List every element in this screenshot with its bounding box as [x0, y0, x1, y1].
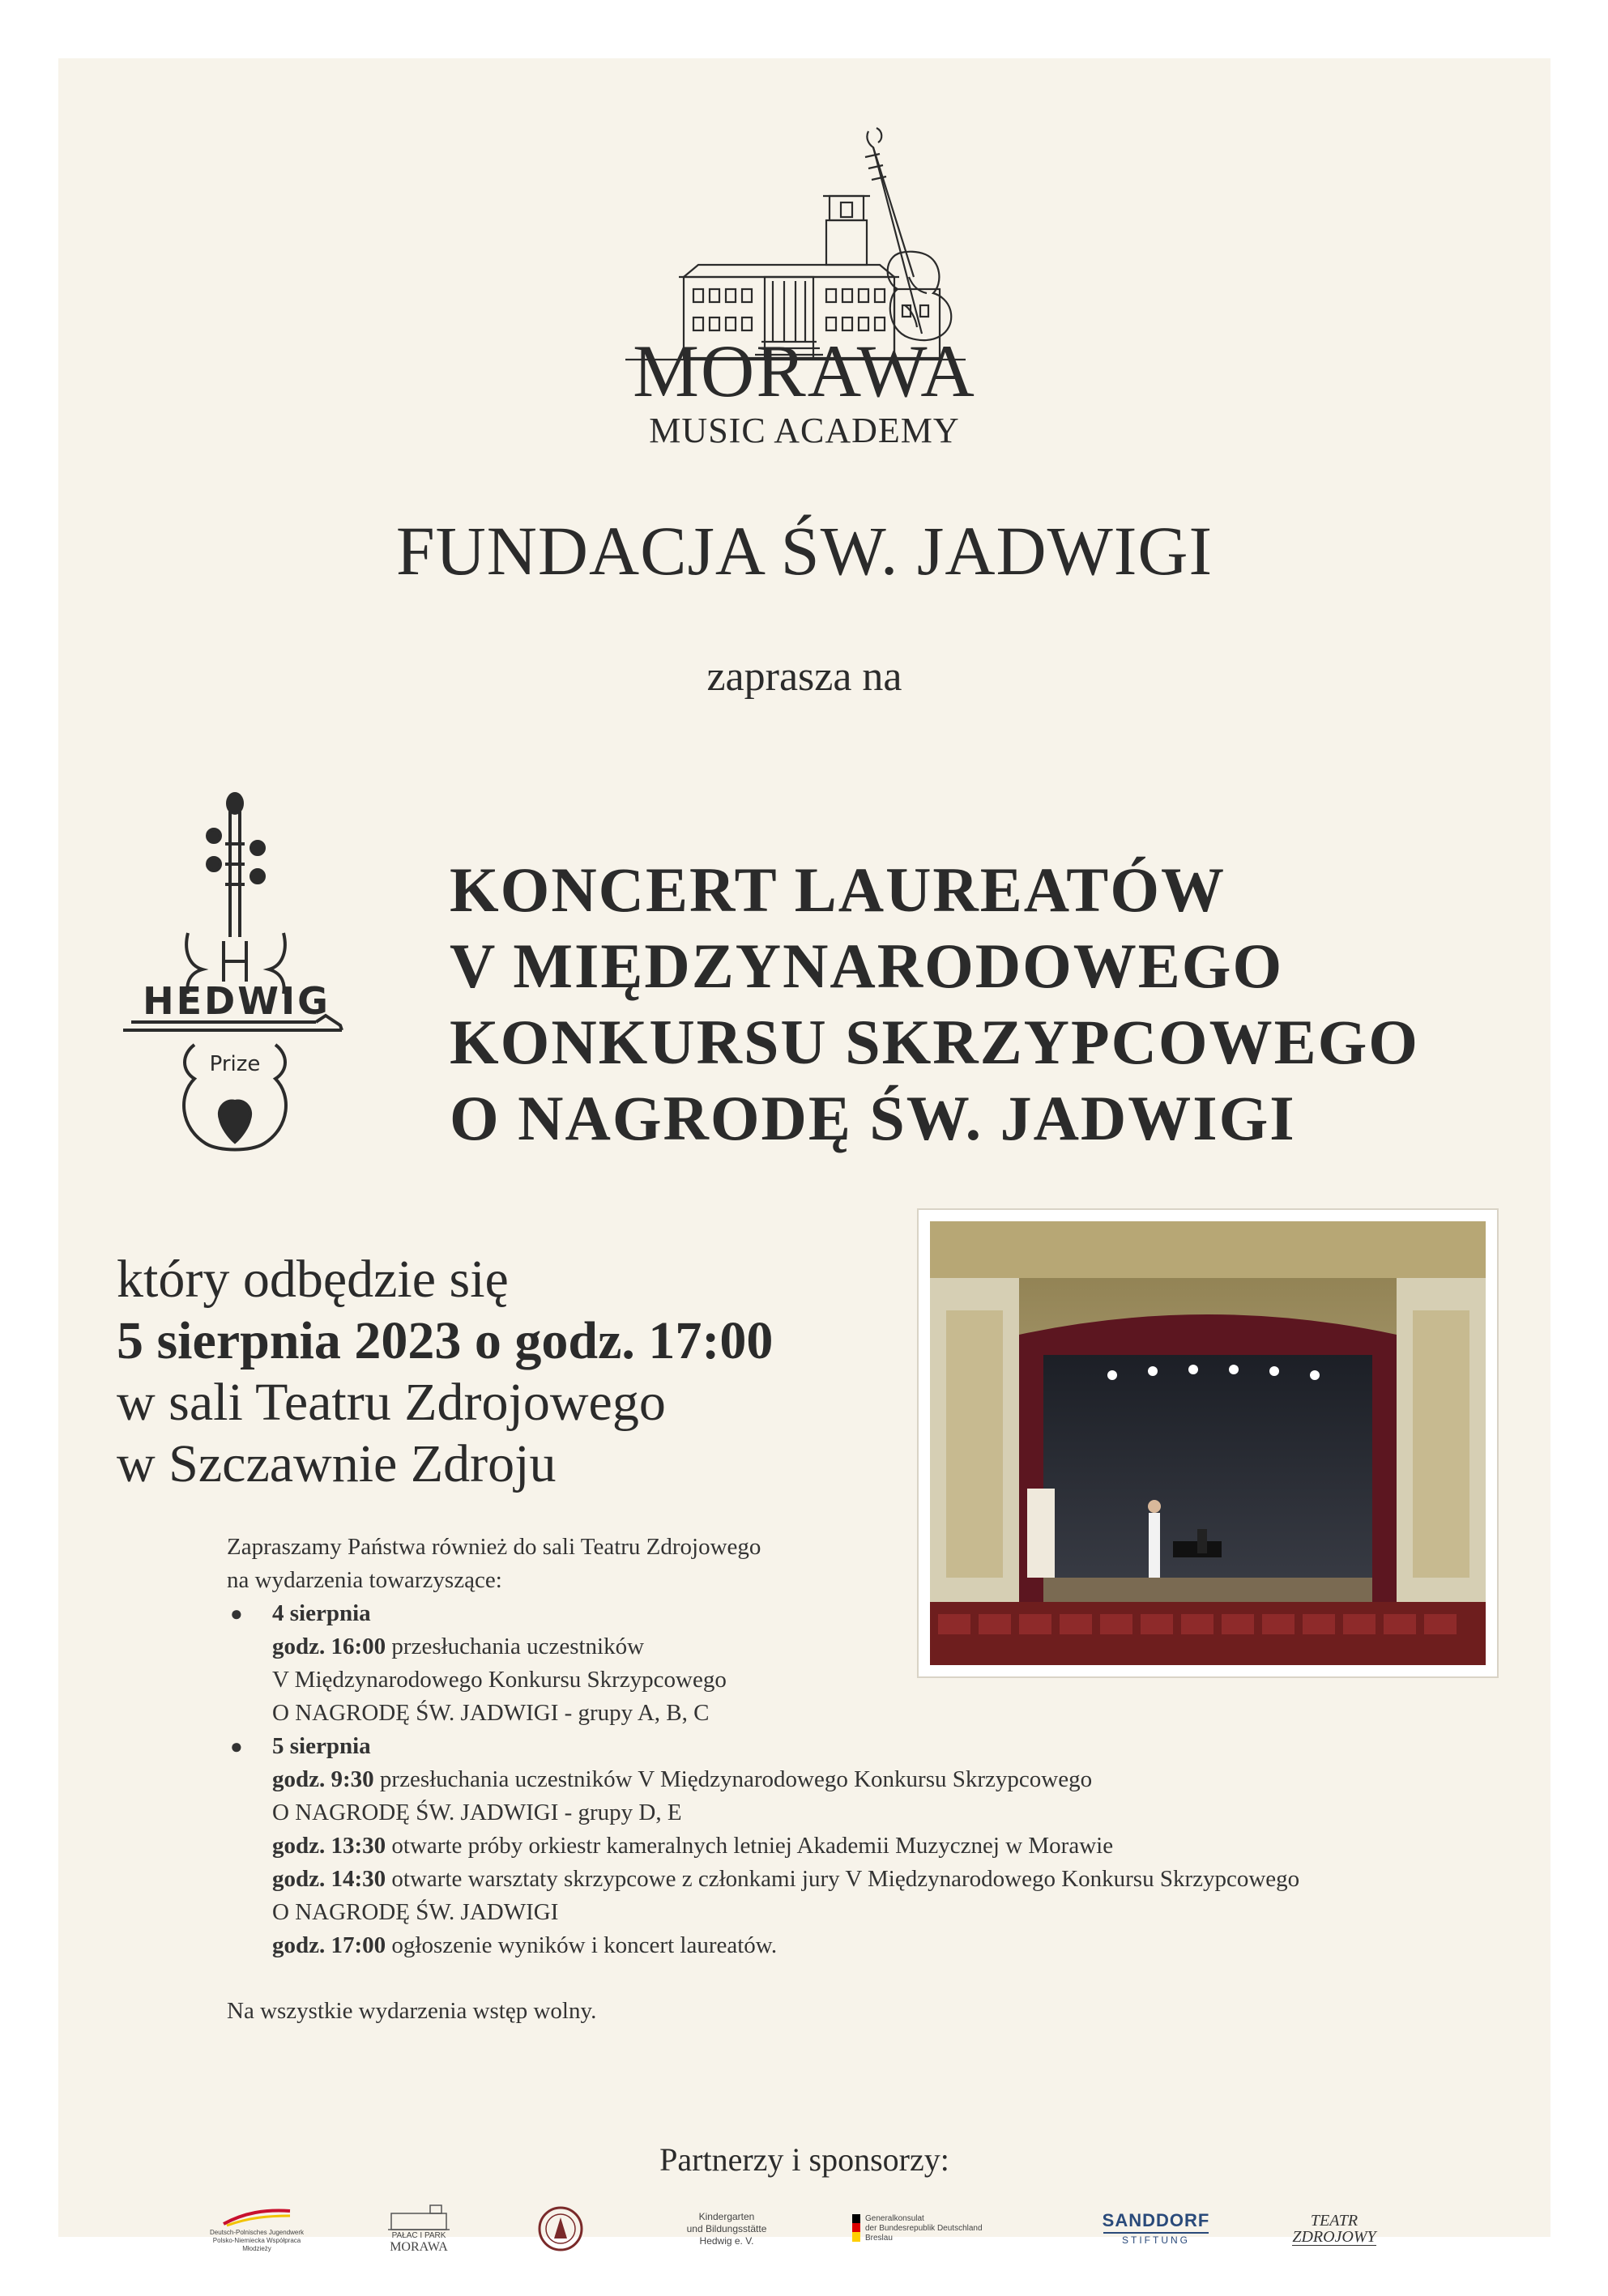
accompanying-events [227, 1531, 1299, 2028]
day-2-entry-4: godz. 14:30 otwarte warsztaty skrzypcowe z członkami jury V Międzynarodowego Konkursu Skrzypcowego [272, 1866, 1300, 1892]
title-line-1: KONCERT LAUREATÓW [450, 854, 1226, 925]
event-details [117, 1249, 773, 1495]
academy-subtitle: MUSIC ACADEMY [649, 411, 960, 450]
bullet-icon: ● [230, 1602, 243, 1625]
poster [58, 58, 1550, 2254]
day-2-entry-3: godz. 13:30 otwarte próby orkiestr kameralnych letniej Akademii Muzycznej w Morawie [272, 1833, 1114, 1859]
title-line-2: V MIĘDZYNARODOWEGO [450, 931, 1284, 1001]
event-date-time: 5 sierpnia 2023 o godz. 17:00 [117, 1311, 774, 1370]
teatr-zdrojowy-logo: TEATR ZDROJOWY [1292, 2211, 1376, 2246]
bullet-icon: ● [230, 1735, 243, 1758]
day-1-entry-1: godz. 16:00 przesłuchania uczestników [272, 1634, 645, 1659]
seal-icon [536, 2204, 585, 2253]
day-2-entry-6: godz. 17:00 ogłoszenie wyników i koncert laureatów. [272, 1932, 778, 1958]
day-2-entry-1: godz. 9:30 przesłuchania uczestników V Międzynarodowego Konkursu Skrzypcowego [272, 1766, 1093, 1792]
invite-text: zaprasza na [706, 654, 902, 700]
hedwig-logo-sub: Prize [209, 1052, 261, 1076]
day-1-date: ● 4 sierpnia [227, 1597, 1299, 1630]
hedwig-prize-logo [107, 787, 374, 1192]
sanddorf-logo: SANDDORF STIFTUNG [1102, 2210, 1210, 2246]
generalkonsulat-logo: Generalkonsulat der Bundesrepublik Deutschland Breslau [852, 2196, 990, 2261]
program-intro-2: na wydarzenia towarzyszące: [227, 1567, 502, 1593]
details-town: w Szczawnie Zdroju [117, 1434, 557, 1493]
palac-morawa-logo: PAŁAC I PARK MORAWA [374, 2196, 463, 2261]
details-venue: w sali Teatru Zdrojowego [117, 1373, 666, 1432]
sponsor-logos [204, 2196, 1435, 2261]
day-2-entry-2: O NAGRODĘ ŚW. JADWIGI - grupy D, E [272, 1800, 682, 1825]
kindergarten-logo: Kindergarten und Bildungsstätte Hedwig e. V. [686, 2210, 767, 2247]
german-flag-icon [852, 2214, 860, 2242]
foundation-name: FUNDACJA ŚW. JADWIGI [395, 512, 1213, 590]
title-line-4: O NAGRODĘ ŚW. JADWIGI [450, 1083, 1296, 1153]
day-2-date: ● 5 sierpnia [227, 1730, 1299, 1763]
seal-logo [528, 2196, 593, 2261]
partners-title: Partnerzy i sponsorzy: [659, 2141, 949, 2178]
day-1-entry-2: V Międzynarodowego Konkursu Skrzypcowego [272, 1667, 727, 1693]
day-2-entry-5: O NAGRODĘ ŚW. JADWIGI [272, 1899, 559, 1925]
dpjw-logo: Deutsch-Polnisches Jugendwerk Polsko-Niemiecka Współpraca Młodzieży [204, 2196, 309, 2261]
day-1-entry-3: O NAGRODĘ ŚW. JADWIGI - grupy A, B, C [272, 1700, 710, 1726]
title-line-3: KONKURSU SKRZYPCOWEGO [450, 1007, 1419, 1077]
details-line-1: który odbędzie się [117, 1250, 509, 1309]
palace-icon [386, 2204, 451, 2231]
program-intro-1: Zapraszamy Państwa również do sali Teatru Zdrojowego [227, 1534, 761, 1560]
academy-name: MORAWA [633, 330, 976, 412]
dpjw-swoosh-icon [220, 2204, 293, 2229]
hedwig-logo-name: HEDWIG [143, 979, 331, 1023]
concert-title [450, 852, 1419, 1157]
free-entry-note: Na wszystkie wydarzenia wstęp wolny. [227, 1998, 597, 2024]
